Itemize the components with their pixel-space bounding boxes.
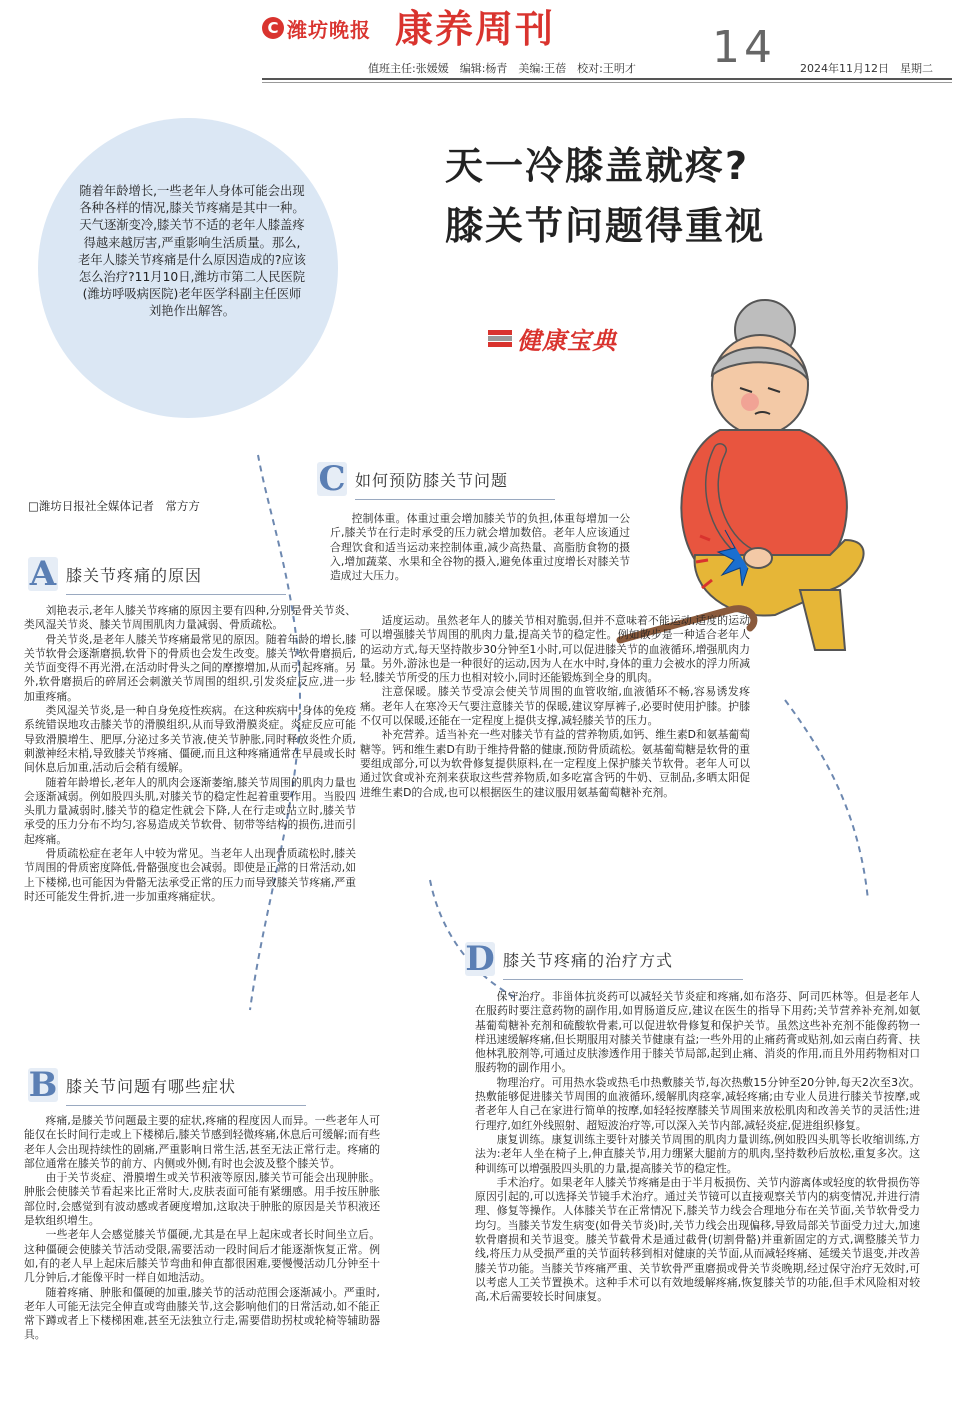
section-b-heading bbox=[28, 1065, 237, 1105]
paragraph: 物理治疗。可用热水袋或热毛巾热敷膝关节,每次热敷15分钟至20分钟,每天2次至3次。热敷能够促进膝关节周围的血液循环,缓解肌肉痉挛,减轻疼痛;由专业人员进行膝关节按摩,或者老年人自己在家进行简单的按摩,如轻轻按摩膝关节周围来放松肌肉和改善关节的灵活性;进行理疗,如红外线照射、超短波治疗等,可以深入关节内部,减轻炎症,促进组织修复。 bbox=[475, 1075, 920, 1132]
section-c-title: 如何预防膝关节问题 bbox=[355, 470, 509, 490]
reporter-byline: □潍坊日报社全媒体记者 常方方 bbox=[28, 499, 200, 513]
section-d-letter: D bbox=[465, 939, 495, 979]
paragraph: 随着年龄增长,老年人的肌肉会逐渐萎缩,膝关节周围的肌肉力量也会逐渐减弱。例如股四头肌,对膝关节的稳定性起着重要作用。当股四头肌力量减弱时,膝关节的稳定性就会下降,人在行走或站立时,膝关节承受的压力分布不均匀,容易造成关节软骨、韧带等结构的损伤,进而引起疼痛。 bbox=[24, 775, 356, 846]
paragraph: 适度运动。虽然老年人的膝关节相对脆弱,但并不意味着不能运动,适度的运动可以增强膝关节周围的肌肉力量,提高关节的稳定性。例如散步是一种适合老年人的运动方式,每天坚持散步30分钟至1小时,可以促进膝关节的血液循环,增强肌肉力量。另外,游泳也是一种很好的运动,因为人在水中时,身体的重力会被水的浮力所减轻,膝关节所受的压力也相对较小,同时还能锻炼到全身的肌肉。 bbox=[360, 614, 750, 685]
section-b-body bbox=[24, 1114, 380, 1343]
paragraph: 补充营养。适当补充一些对膝关节有益的营养物质,如钙、维生素D和氨基葡萄糖等。钙和维生素D有助于维持骨骼的健康,预防骨质疏松。氨基葡萄糖是软骨的重要组成部分,可以为软骨修复提供原料,在一定程度上保护膝关节软骨。老年人可以通过饮食或补充剂来获取这些营养物质,如多吃富含钙的牛奶、豆制品,多晒太阳促进维生素D的合成,也可以根据医生的建议服用氨基葡萄糖补充剂。 bbox=[360, 728, 750, 799]
paragraph: 疼痛,是膝关节问题最主要的症状,疼痛的程度因人而异。一些老年人可能仅在长时间行走或上下楼梯后,膝关节感到轻微疼痛,休息后可缓解;而有些老年人会出现持续性的剧痛,严重影响日常生活,甚至无法正常行走。疼痛的部位通常在膝关节的前方、内侧或外侧,有时也会波及整个膝关节。 bbox=[24, 1114, 380, 1170]
section-title: 康养周刊 bbox=[395, 6, 556, 51]
masthead-rule-thin bbox=[262, 82, 952, 83]
paper-logo-mark: C bbox=[262, 17, 284, 39]
paragraph: 骨质疏松症在老年人中较为常见。当老年人出现骨质疏松时,膝关节周围的骨质密度降低,骨骼强度也会减弱。即使是正常的日常活动,如上下楼梯,也可能因为骨骼无法承受正常的压力而导致膝关节疼痛,严重时还可能发生骨折,进一步加重疼痛症状。 bbox=[24, 847, 356, 903]
section-c-body-top bbox=[330, 512, 630, 583]
paper-name: 潍坊晚报 bbox=[287, 17, 371, 42]
section-a-letter: A bbox=[29, 554, 57, 594]
intro-text: 随着年龄增长,一些老年人身体可能会出现各种各样的情况,膝关节疼痛是其中一种。天气逐渐变冷,膝关节不适的老年人膝盖疼得越来越厉害,严重影响生活质量。那么,老年人膝关节疼痛是什么原因造成的?应该怎么治疗?11月10日,潍坊市第二人民医院(潍坊呼吸病医院)老年医学科副主任医师刘艳作出解答。 bbox=[78, 184, 306, 319]
section-d-underline bbox=[503, 979, 743, 980]
editor-credits: 值班主任:张媛媛 编辑:杨青 美编:王蓓 校对:王明才 bbox=[368, 62, 636, 75]
section-a-heading bbox=[28, 554, 203, 594]
section-a-title: 膝关节疼痛的原因 bbox=[66, 565, 203, 585]
section-c-heading bbox=[317, 459, 509, 499]
section-c-body bbox=[360, 614, 750, 800]
section-d-title: 膝关节疼痛的治疗方式 bbox=[503, 950, 674, 970]
paragraph: 骨关节炎,是老年人膝关节疼痛最常见的原因。随着年龄的增长,膝关节软骨会逐渐磨损,软骨下的骨质也会发生改变。膝关节软骨磨损后,关节面变得不再光滑,在活动时骨头之间的摩擦增加,从而引起疼痛。另外,软骨磨损后的碎屑还会刺激关节周围的组织,引发炎症反应,进一步加重疼痛。 bbox=[24, 632, 356, 703]
section-c-underline bbox=[355, 499, 555, 500]
issue-date: 2024年11月12日 星期二 bbox=[800, 62, 933, 75]
paragraph: 随着疼痛、肿胀和僵硬的加重,膝关节的活动范围会逐渐减小。严重时,老年人可能无法完全伸直或弯曲膝关节,这会影响他们的日常活动,如不能正常下蹲或者上下楼梯困难,甚至无法独立行走,需要借助拐杖或轮椅等辅助器具。 bbox=[24, 1285, 380, 1342]
paragraph: 注意保暖。膝关节受凉会使关节周围的血管收缩,血液循环不畅,容易诱发疼痛。老年人在寒冷天气要注意膝关节的保暖,建议穿厚裤子,必要时使用护膝。护膝不仅可以保暖,还能在一定程度上提供支撑,减轻膝关节的压力。 bbox=[360, 685, 750, 728]
paragraph: 刘艳表示,老年人膝关节疼痛的原因主要有四种,分别是骨关节炎、类风湿关节炎、膝关节周围肌肉力量减弱、骨质疏松。 bbox=[24, 604, 356, 632]
headline-line-1: 天一冷膝盖就疼? bbox=[445, 144, 750, 188]
book-icon bbox=[487, 326, 513, 350]
page-number: 14 bbox=[712, 22, 776, 73]
paragraph: 控制体重。体重过重会增加膝关节的负担,体重每增加一公斤,膝关节在行走时承受的压力就会增加数倍。老年人应该通过合理饮食和适当运动来控制体重,减少高热量、高脂肪食物的摄入,增加蔬菜、水果和全谷物的摄入,避免体重过度增长对膝关节造成过大压力。 bbox=[330, 512, 630, 583]
section-c-letter: C bbox=[318, 459, 346, 499]
section-b-underline bbox=[66, 1105, 306, 1106]
elderly-woman-knee-pain-illustration bbox=[600, 290, 930, 660]
paragraph: 由于关节炎症、滑膜增生或关节积液等原因,膝关节可能会出现肿胀。肿胀会使膝关节看起来比正常时大,皮肤表面可能有紧绷感。用手按压肿胀部位时,会感觉到有波动感或者硬度增加,这取决于肿胀的原因是关节积液还是软组织增生。 bbox=[24, 1171, 380, 1228]
headline-line-2: 膝关节问题得重视 bbox=[445, 204, 766, 248]
section-d-heading bbox=[465, 939, 674, 979]
section-a-underline bbox=[66, 594, 286, 595]
section-b-title: 膝关节问题有哪些症状 bbox=[66, 1076, 237, 1096]
column-badge-label: 健康宝典 bbox=[517, 326, 617, 355]
paragraph: 手术治疗。如果老年人膝关节疼痛是由于半月板损伤、关节内游离体或轻度的软骨损伤等原因引起的,可以选择关节镜手术治疗。通过关节镜可以直接观察关节内的病变情况,并进行清理、修复等操作。人体膝关节在正常情况下,膝关节力线会合理地分布在关节面,关节软骨受力均匀。当膝关节发生病变(如骨关节炎)时,关节力线会出现偏移,导致局部关节面受力过大,加速软骨磨损和关节退变。膝关节截骨术是通过截骨(切割骨骼)并重新固定的方式,调整膝关节力线,将压力从受损严重的关节面转移到相对健康的关节面,从而减轻疼痛、延缓关节退变,并改善膝关节功能。当膝关节疼痛严重、关节软骨严重磨损或骨关节炎晚期,经过保守治疗无效时,可以考虑人工关节置换术。这种手术可以有效地缓解疼痛,恢复膝关节的功能,但手术风险相对较高,术后需要较长时间康复。 bbox=[475, 1175, 920, 1304]
section-b-letter: B bbox=[28, 1065, 58, 1105]
paper-logo bbox=[262, 6, 392, 50]
paragraph: 一些老年人会感觉膝关节僵硬,尤其是在早上起床或者长时间坐立后。这种僵硬会使膝关节活动受限,需要活动一段时间后才能逐渐恢复正常。例如,有的老人早上起床后膝关节弯曲和伸直都很困难,要慢慢活动几分钟至十几分钟后,才能像平时一样自如地活动。 bbox=[24, 1228, 380, 1285]
paragraph: 康复训练。康复训练主要针对膝关节周围的肌肉力量训练,例如股四头肌等长收缩训练,方法为:老年人坐在椅子上,伸直膝关节,用力绷紧大腿前方的肌肉,坚持数秒后放松,重复多次。这种训练可以增强股四头肌的力量,提高膝关节的稳定性。 bbox=[475, 1132, 920, 1175]
section-d-body bbox=[475, 990, 920, 1305]
paragraph: 类风湿关节炎,是一种自身免疫性疾病。在这种疾病中,身体的免疫系统错误地攻击膝关节的滑膜组织,从而导致滑膜炎症。炎症反应可能导致滑膜增生、肥厚,分泌过多关节液,使关节肿胀,同时释放炎性介质,刺激神经末梢,导致膝关节疼痛、僵硬,而且这种疼痛通常在早晨或长时间休息后加重,活动后会稍有缓解。 bbox=[24, 704, 356, 775]
paragraph: 保守治疗。非甾体抗炎药可以减轻关节炎症和疼痛,如布洛芬、阿司匹林等。但是老年人在服药时要注意药物的副作用,如胃肠道反应,建议在医生的指导下用药;关节营养补充剂,如氨基葡萄糖补充剂和硫酸软骨素,可以促进软骨修复和保护关节。虽然这些补充剂不能像药物一样迅速缓解疼痛,但长期服用对膝关节健康有益;一些外用的止痛药膏或贴剂,如云南白药膏、扶他林乳胶剂等,可通过皮肤渗透作用于膝关节局部,起到止痛、消炎的作用,而且外用药物相对口服药物的副作用小。 bbox=[475, 990, 920, 1075]
masthead-rule bbox=[262, 78, 952, 80]
section-a-body bbox=[24, 604, 356, 904]
